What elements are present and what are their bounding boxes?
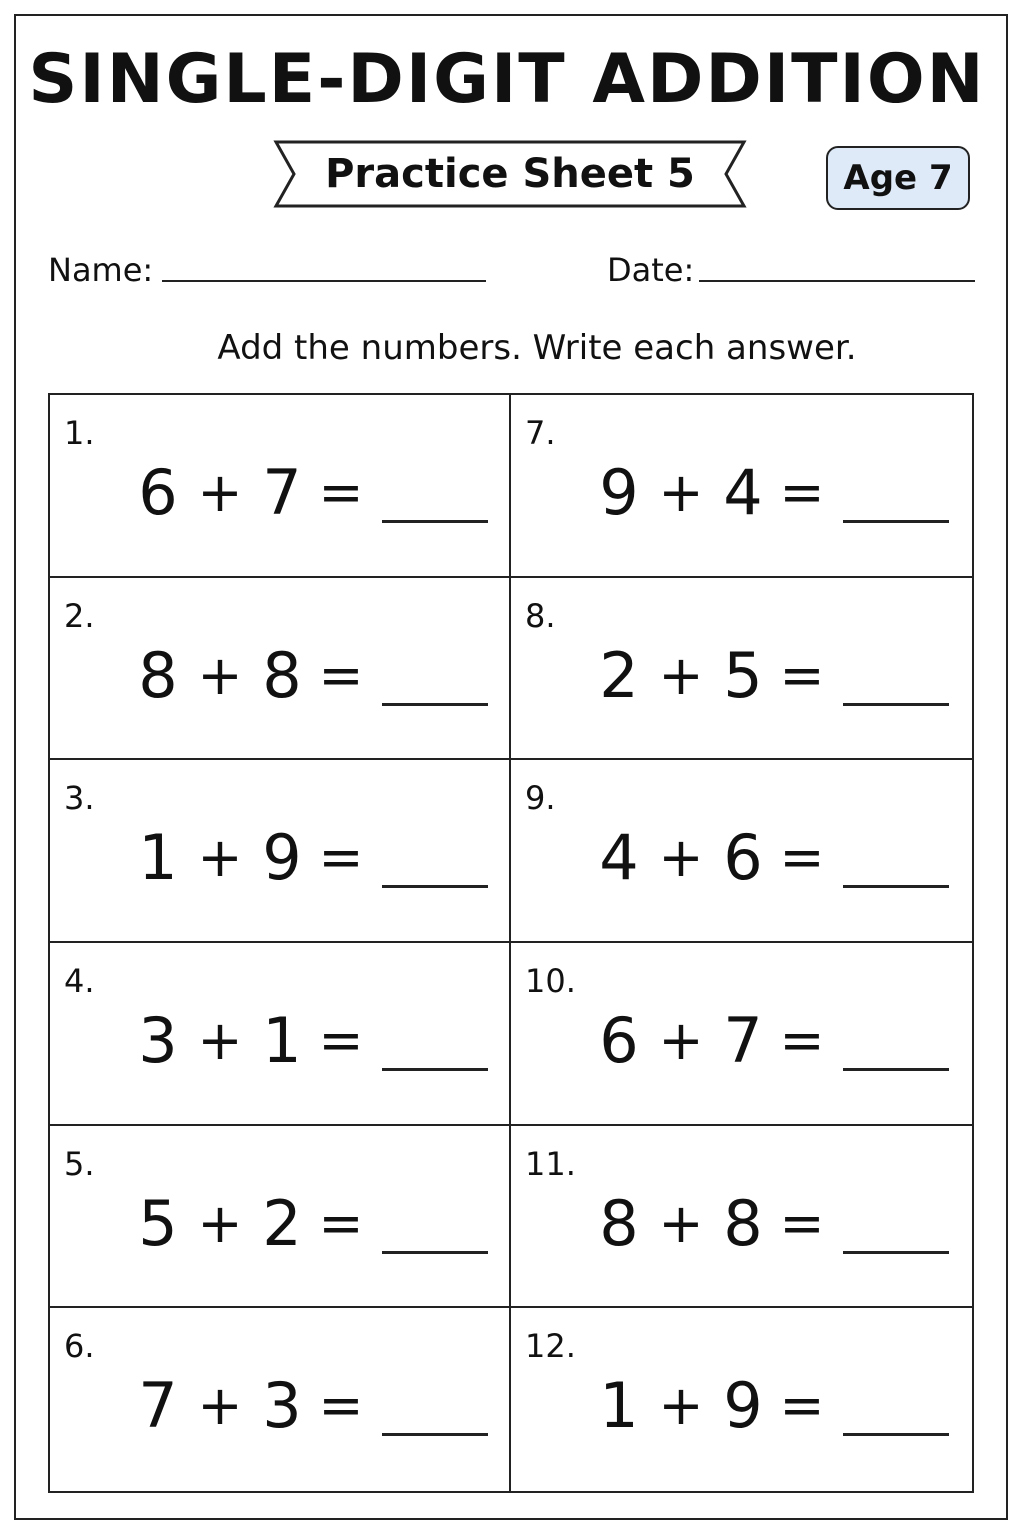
problem-cell	[50, 395, 511, 578]
second-addend: 9	[262, 821, 302, 895]
equals-sign: =	[779, 461, 825, 524]
plus-sign: +	[197, 461, 243, 524]
answer-blank[interactable]	[382, 1433, 488, 1436]
plus-sign: +	[658, 461, 704, 524]
problem-cell	[511, 578, 972, 761]
plus-sign: +	[658, 1191, 704, 1255]
answer-blank[interactable]	[843, 703, 949, 706]
addition-equation	[136, 636, 378, 716]
name-label: Name:	[48, 251, 154, 289]
first-addend: 1	[599, 1369, 639, 1443]
subtitle-text: Practice Sheet 5	[325, 151, 695, 197]
second-addend: 4	[723, 456, 763, 529]
problem-number: 4.	[64, 962, 95, 1000]
subtitle-banner	[272, 138, 748, 210]
age-badge: Age 7	[826, 146, 970, 210]
plus-sign: +	[658, 1374, 704, 1438]
problem-number: 12.	[525, 1327, 576, 1366]
first-addend: 1	[138, 821, 178, 895]
addition-equation	[597, 453, 839, 533]
equals-sign: =	[779, 1374, 825, 1438]
plus-sign: +	[197, 1009, 243, 1072]
problem-number: 2.	[64, 596, 95, 635]
problem-number: 6.	[64, 1327, 95, 1366]
problem-number: 9.	[525, 779, 556, 818]
second-addend: 7	[723, 1004, 763, 1077]
plus-sign: +	[197, 826, 243, 890]
equals-sign: =	[318, 1009, 364, 1072]
equals-sign: =	[779, 1009, 825, 1072]
problem-number: 8.	[525, 596, 556, 635]
problem-cell	[50, 943, 511, 1126]
equals-sign: =	[779, 1191, 825, 1255]
first-addend: 3	[138, 1004, 178, 1077]
first-addend: 8	[138, 638, 178, 712]
equals-sign: =	[318, 1374, 364, 1438]
problem-cell	[50, 578, 511, 761]
problem-number: 5.	[64, 1144, 95, 1183]
problem-cell	[511, 1308, 972, 1491]
second-addend: 6	[723, 821, 763, 895]
date-input-line[interactable]	[699, 280, 975, 282]
answer-blank[interactable]	[843, 520, 949, 523]
second-addend: 8	[262, 638, 302, 712]
first-addend: 9	[599, 456, 639, 529]
problem-cell	[50, 1126, 511, 1309]
answer-blank[interactable]	[382, 885, 488, 888]
worksheet-title: SINGLE-DIGIT ADDITION	[28, 40, 986, 119]
plus-sign: +	[197, 643, 243, 707]
second-addend: 5	[723, 638, 763, 712]
problem-number: 7.	[525, 414, 556, 452]
problem-cell	[511, 395, 972, 578]
addition-equation	[597, 1001, 839, 1081]
name-input-line[interactable]	[162, 280, 486, 282]
addition-equation	[136, 1001, 378, 1081]
addition-equation	[136, 453, 378, 533]
problem-number: 10.	[525, 962, 576, 1000]
plus-sign: +	[197, 1191, 243, 1255]
second-addend: 9	[723, 1369, 763, 1443]
problem-cell	[50, 760, 511, 943]
problem-cell	[511, 760, 972, 943]
first-addend: 2	[599, 638, 639, 712]
addition-equation	[136, 1366, 378, 1446]
first-addend: 6	[599, 1004, 639, 1077]
answer-blank[interactable]	[382, 703, 488, 706]
plus-sign: +	[197, 1374, 243, 1438]
problem-number: 1.	[64, 414, 95, 452]
answer-blank[interactable]	[382, 1068, 488, 1071]
first-addend: 8	[599, 1186, 639, 1260]
second-addend: 8	[723, 1186, 763, 1260]
addition-equation	[597, 1184, 839, 1264]
second-addend: 1	[262, 1004, 302, 1077]
equals-sign: =	[318, 826, 364, 890]
instructions-text: Add the numbers. Write each answer.	[217, 328, 857, 368]
first-addend: 4	[599, 821, 639, 895]
answer-blank[interactable]	[843, 1433, 949, 1436]
equals-sign: =	[318, 461, 364, 524]
problems-grid	[48, 393, 974, 1493]
addition-equation	[597, 1366, 839, 1446]
equals-sign: =	[318, 643, 364, 707]
plus-sign: +	[658, 826, 704, 890]
plus-sign: +	[658, 643, 704, 707]
first-addend: 6	[138, 456, 178, 529]
problem-cell	[511, 1126, 972, 1309]
first-addend: 5	[138, 1186, 178, 1260]
second-addend: 3	[262, 1369, 302, 1443]
addition-equation	[597, 818, 839, 898]
answer-blank[interactable]	[843, 885, 949, 888]
answer-blank[interactable]	[382, 520, 488, 523]
first-addend: 7	[138, 1369, 178, 1443]
date-label: Date:	[607, 251, 695, 289]
addition-equation	[136, 1184, 378, 1264]
answer-blank[interactable]	[843, 1068, 949, 1071]
problem-number: 3.	[64, 779, 95, 818]
plus-sign: +	[658, 1009, 704, 1072]
second-addend: 2	[262, 1186, 302, 1260]
second-addend: 7	[262, 456, 302, 529]
addition-equation	[597, 636, 839, 716]
answer-blank[interactable]	[843, 1251, 949, 1254]
problem-cell	[511, 943, 972, 1126]
answer-blank[interactable]	[382, 1251, 488, 1254]
equals-sign: =	[318, 1191, 364, 1255]
problem-cell	[50, 1308, 511, 1491]
addition-equation	[136, 818, 378, 898]
equals-sign: =	[779, 826, 825, 890]
equals-sign: =	[779, 643, 825, 707]
problem-number: 11.	[525, 1144, 576, 1183]
